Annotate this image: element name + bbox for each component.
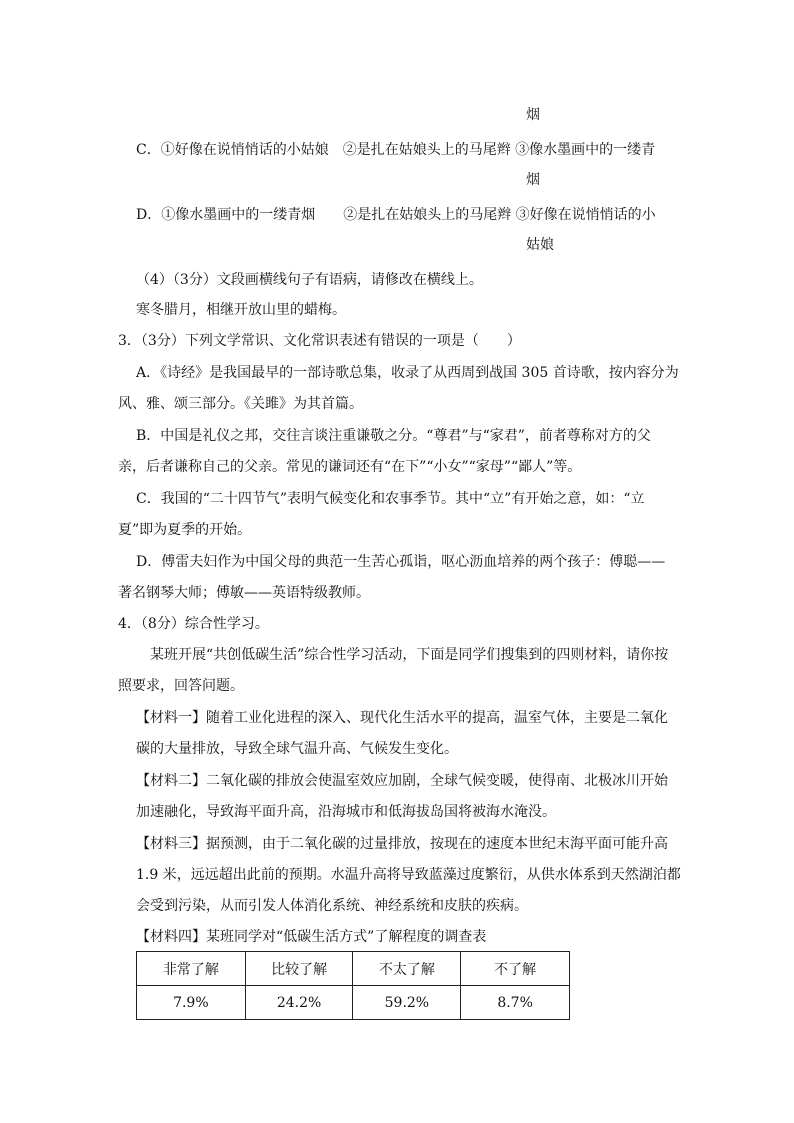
table-header-cell: 不太了解 [353, 952, 461, 986]
q3-option-b: B．中国是礼仪之邦，交往言谈注重谦敬之分。“尊君”与“家君”，前者尊称对方的父 [136, 428, 651, 444]
text-line: 烟 [526, 172, 540, 188]
material-3-cont: 1.9 米，远远超出此前的预期。水温升高将导致蓝藻过度繁衍，从供水体系到天然湖泊都 [136, 867, 681, 883]
table-header-cell: 不了解 [461, 952, 570, 986]
table-row [137, 986, 570, 1020]
q3-option-c: C．我国的“二十四节气”表明气候变化和农事季节。其中“立”有开始之意，如：“立 [136, 491, 645, 507]
text-line: 姑娘 [526, 237, 554, 253]
question-4-title: 4．（8分）综合性学习。 [118, 616, 269, 632]
q3-option-d: D．傅雷夫妇作为中国父母的典范一生苦心孤诣，呕心沥血培养的两个孩子：傅聪—— [136, 554, 666, 570]
q3-option-d-cont: 著名钢琴大师；傅敏——英语特级教师。 [118, 585, 370, 601]
table-cell: 8.7% [461, 986, 570, 1020]
material-2-cont: 加速融化，导致海平面升高，沿海城市和低海拔岛国将被海水淹没。 [136, 804, 556, 820]
material-3: 【材料三】据预测，由于二氧化碳的过量排放，按现在的速度本世纪末海平面可能升高 [136, 836, 668, 852]
q4-intro: 某班开展“共创低碳生活”综合性学习活动，下面是同学们搜集到的四则材料，请你按 [150, 647, 669, 663]
survey-table [136, 951, 570, 1020]
option-d-line: D．①像水墨画中的一缕青烟 ②是扎在姑娘头上的马尾辫 ③好像在说悄悄话的小 [136, 207, 656, 223]
table-header-cell: 非常了解 [137, 952, 246, 986]
table-header-cell: 比较了解 [245, 952, 353, 986]
q3-option-a: A．《诗经》是我国最早的一部诗歌总集，收录了从西周到战国 305 首诗歌，按内容分为 [136, 365, 679, 381]
material-4: 【材料四】某班同学对“低碳生活方式”了解程度的调查表 [136, 929, 487, 945]
table-cell: 59.2% [353, 986, 461, 1020]
question-3-title: 3．（3分）下列文学常识、文化常识表述有错误的一项是（ ） [118, 333, 521, 349]
q3-option-c-cont: 夏”即为夏季的开始。 [118, 522, 252, 538]
question-part-4: （4）（3分）文段画横线句子有语病，请修改在横线上。 [136, 272, 483, 288]
q4-intro-cont: 照要求，回答问题。 [118, 678, 244, 694]
q3-option-a-cont: 风、雅、颂三部分。《关雎》为其首篇。 [118, 396, 363, 412]
option-c-line: C．①好像在说悄悄话的小姑娘 ②是扎在姑娘头上的马尾辫 ③像水墨画中的一缕青 [136, 142, 656, 158]
table-header-row [137, 952, 570, 986]
sentence-to-correct: 寒冬腊月，相继开放山里的蜡梅。 [136, 302, 346, 318]
material-1: 【材料一】随着工业化进程的深入、现代化生活水平的提高，温室气体，主要是二氧化 [136, 710, 668, 726]
q3-option-b-cont: 亲，后者谦称自己的父亲。常见的谦词还有“在下”“小女”“家母”“鄙人”等。 [118, 459, 582, 475]
material-3-cont-2: 会受到污染，从而引发人体消化系统、神经系统和皮肤的疾病。 [136, 898, 528, 914]
text-line: 烟 [526, 107, 540, 123]
table-cell: 7.9% [137, 986, 246, 1020]
material-2: 【材料二】二氧化碳的排放会使温室效应加剧，全球气候变暖，使得南、北极冰川开始 [136, 773, 668, 789]
table-cell: 24.2% [245, 986, 353, 1020]
material-1-cont: 碳的大量排放，导致全球气温升高、气候发生变化。 [136, 741, 458, 757]
